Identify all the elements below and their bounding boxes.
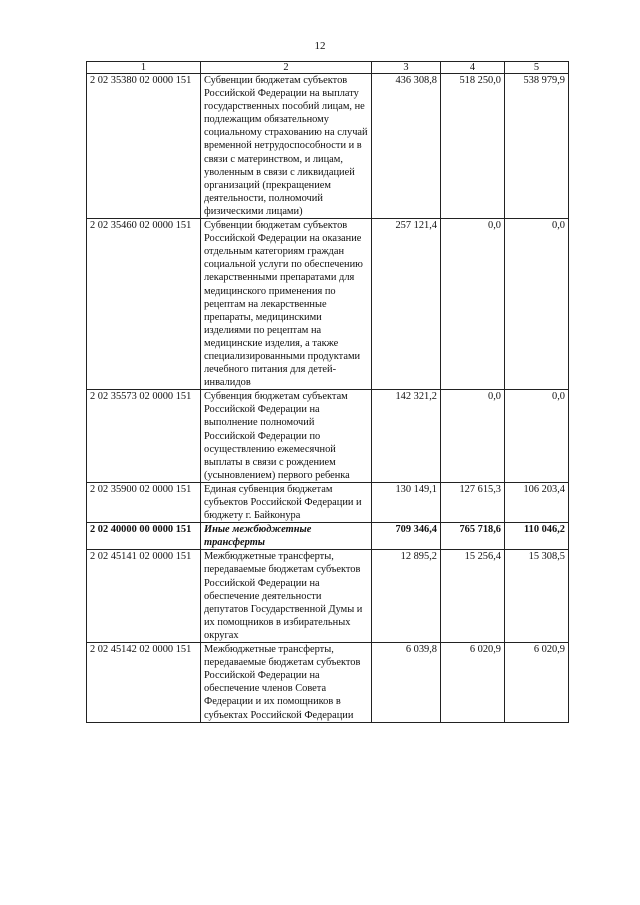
table-row	[87, 390, 569, 483]
amount-col5-cell: 0,0	[505, 390, 569, 483]
amount-col4-cell: 518 250,0	[441, 74, 505, 219]
amount-col3-cell: 130 149,1	[372, 482, 441, 522]
table-row	[87, 550, 569, 643]
budget-table	[86, 61, 569, 723]
description-cell: Иные межбюджетные трансферты	[201, 523, 372, 550]
amount-col4-cell: 6 020,9	[441, 643, 505, 723]
description-cell: Межбюджетные трансферты, передаваемые бюджетам субъектов Российской Федерации на обеспечение деятельности депутатов Государственной Думы и их помощников в избирательных округах	[201, 550, 372, 643]
amount-col4-cell: 127 615,3	[441, 482, 505, 522]
amount-col3-cell: 257 121,4	[372, 219, 441, 390]
amount-col3-cell: 6 039,8	[372, 643, 441, 723]
description-cell: Межбюджетные трансферты, передаваемые бюджетам субъектов Российской Федерации на обеспечение членов Совета Федерации и их помощников в субъектах Российской Федерации	[201, 643, 372, 723]
description-cell: Субвенция бюджетам субъектам Российской Федерации на выполнение полномочий Российской Федерации по осуществлению ежемесячной выплаты в связи с рождением (усыновлением) первого ребенка	[201, 390, 372, 483]
amount-col5-cell: 6 020,9	[505, 643, 569, 723]
column-header-2: 2	[201, 62, 372, 74]
amount-col4-cell: 0,0	[441, 219, 505, 390]
amount-col3-cell: 436 308,8	[372, 74, 441, 219]
budget-code-cell: 2 02 40000 00 0000 151	[87, 523, 201, 550]
column-header-4: 4	[441, 62, 505, 74]
budget-code-cell: 2 02 35900 02 0000 151	[87, 482, 201, 522]
column-header-5: 5	[505, 62, 569, 74]
amount-col5-cell: 538 979,9	[505, 74, 569, 219]
amount-col5-cell: 15 308,5	[505, 550, 569, 643]
table-row	[87, 219, 569, 390]
table-row	[87, 482, 569, 522]
page-number: 12	[314, 40, 326, 52]
amount-col3-cell: 12 895,2	[372, 550, 441, 643]
budget-code-cell: 2 02 45142 02 0000 151	[87, 643, 201, 723]
description-cell: Субвенции бюджетам субъектов Российской Федерации на оказание отдельным категориям граждан социальной услуги по обеспечению лекарственными препаратами для медицинского применения по рецептам на лекарственные препараты, медицинскими изделиями по рецептам на медицинские изделия, а также специализированными продуктами лечебного питания для детей-инвалидов	[201, 219, 372, 390]
column-header-3: 3	[372, 62, 441, 74]
amount-col3-cell: 142 321,2	[372, 390, 441, 483]
table-row	[87, 74, 569, 219]
amount-col5-cell: 110 046,2	[505, 523, 569, 550]
amount-col5-cell: 0,0	[505, 219, 569, 390]
table-row-subtotal	[87, 523, 569, 550]
description-cell: Субвенции бюджетам субъектов Российской Федерации на выплату государственных пособий лицам, не подлежащим обязательному социальному страхованию на случай временной нетрудоспособности и в связи с материнством, и лицам, уволенным в связи с ликвидацией организаций (прекращением деятельности, полномочий физическими лицами)	[201, 74, 372, 219]
amount-col4-cell: 15 256,4	[441, 550, 505, 643]
header-row	[87, 62, 569, 74]
budget-code-cell: 2 02 35380 02 0000 151	[87, 74, 201, 219]
amount-col5-cell: 106 203,4	[505, 482, 569, 522]
budget-code-cell: 2 02 45141 02 0000 151	[87, 550, 201, 643]
table-row	[87, 643, 569, 723]
description-cell: Единая субвенция бюджетам субъектов Российской Федерации и бюджету г. Байконура	[201, 482, 372, 522]
column-header-1: 1	[87, 62, 201, 74]
amount-col4-cell: 765 718,6	[441, 523, 505, 550]
budget-code-cell: 2 02 35573 02 0000 151	[87, 390, 201, 483]
budget-code-cell: 2 02 35460 02 0000 151	[87, 219, 201, 390]
amount-col3-cell: 709 346,4	[372, 523, 441, 550]
amount-col4-cell: 0,0	[441, 390, 505, 483]
